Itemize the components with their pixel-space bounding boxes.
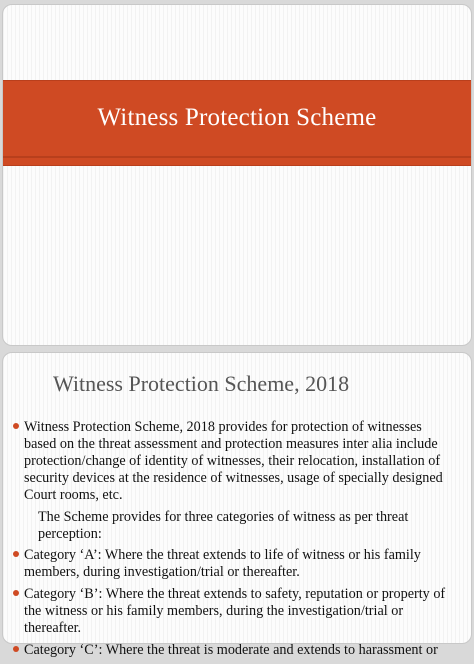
bullet-text: Witness Protection Scheme, 2018 provides for protection of witnesses based on the threat assessment and protection measures inter alia include protection/change of identity of witnesses, their relocation, installation of security devices at the residence of witnesses, usage of specially designed Court rooms, etc. [24,419,443,503]
title-band-accent-line [3,156,471,158]
bullet-item [13,586,455,637]
slide-content [2,352,472,658]
paragraph-text: The Scheme provides for three categories of witness as per threat perception: [38,509,409,542]
bullet-item [13,547,455,581]
bullet-dot-icon [13,590,19,596]
title-band [3,80,471,166]
bullet-item [13,642,455,659]
bullet-text: Category ‘B’: Where the threat extends to safety, reputation or property of the witness or his family members, during the investigation/trial or thereafter. [24,586,446,636]
slide2-heading: Witness Protection Scheme, 2018 [53,371,350,396]
slide-title [2,4,472,346]
bullet-dot-icon [13,646,19,652]
bullet-item [13,419,455,504]
slide2-body [13,419,455,664]
slide-title-text: Witness Protection Scheme [97,104,377,131]
bullet-text: Category ‘C’: Where the threat is moderate and extends to harassment or [24,642,438,658]
bullet-dot-icon [13,423,19,429]
bullet-dot-icon [13,551,19,557]
bullet-text: Category ‘A’: Where the threat extends to life of witness or his family members, during investigation/trial or thereafter. [24,547,421,580]
